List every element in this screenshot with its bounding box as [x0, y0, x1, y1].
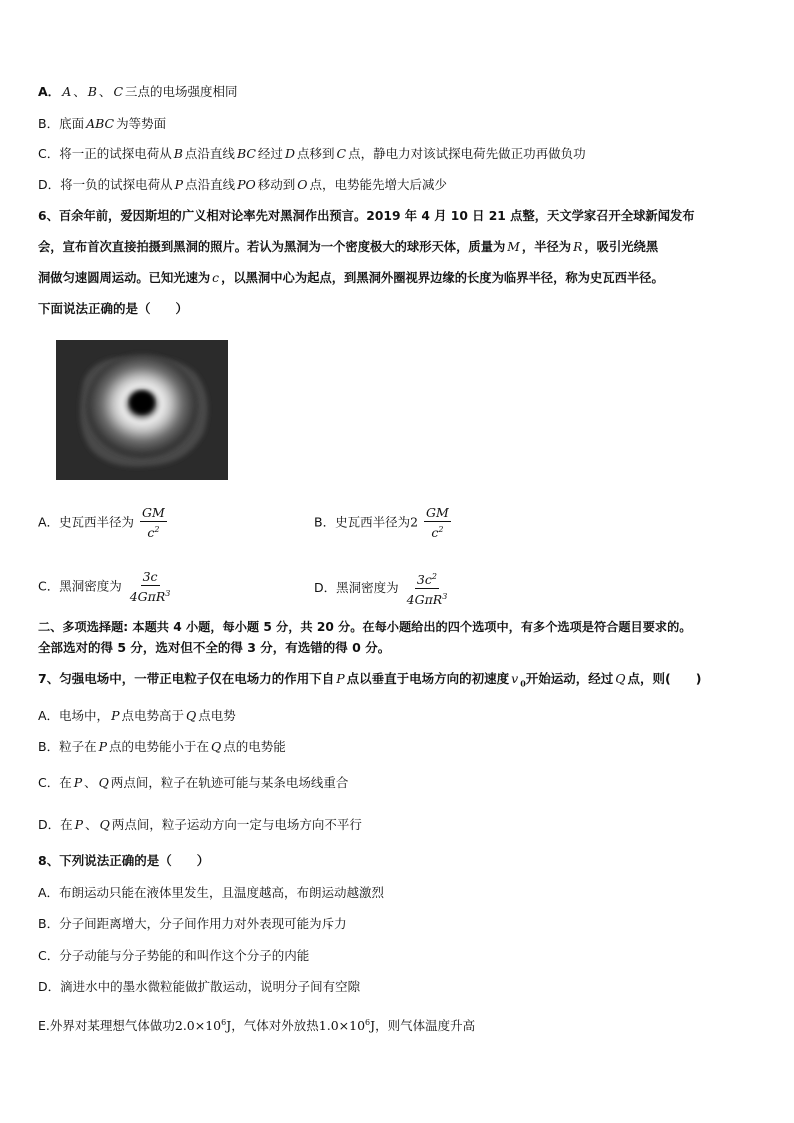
- black-hole-photo: [56, 340, 228, 480]
- density-fraction-c: $\frac{3c}{4G\pi R^3}$: [129, 569, 171, 605]
- q7-option-a: A．电场中， P 点电势高于 Q 点电势: [38, 708, 236, 723]
- q8-stem: 8、下列说法正确的是（ ）: [38, 853, 210, 868]
- q8-option-c: C．分子动能与分子势能的和叫作这个分子的内能: [38, 948, 310, 963]
- q7-option-b: B．粒子在 P 点的电势能小于在 Q 点的电势能: [38, 739, 286, 754]
- q5-option-b: B．底面 ABC 为等势面: [38, 116, 167, 131]
- q5-option-d: D．将一负的试探电荷从 P 点沿直线 PO 移动到 O 点，电势能先增大后减少: [38, 177, 448, 192]
- q7-option-c: C．在 P 、 Q 两点间，粒子在轨迹可能与某条电场线重合: [38, 775, 349, 790]
- section2-instructions-line2: 全部选对的得 5 分，选对但不全的得 3 分，有选错的得 0 分。: [38, 640, 391, 655]
- q6-stem-line3: 洞做匀速圆周运动。已知光速为 c ，以黑洞中心为起点，到黑洞外圈视界边缘的长度为临界半径，称为史瓦西半径。: [38, 271, 664, 285]
- q5-option-a: A． A 、 B 、 C 三点的电场强度相同: [38, 84, 238, 99]
- q6-option-a: A．史瓦西半径为 $\frac{GM}{c^2}$: [38, 505, 165, 541]
- q6-stem-line1: 6、百余年前，爱因斯坦的广义相对论率先对黑洞作出预言。2019 年 4 月 10 日 21 点整，天文学家召开全球新闻发布: [38, 209, 695, 223]
- schwarzschild-fraction-b: $\frac{GM}{c^2}$: [426, 505, 449, 541]
- q8-option-e: E.外界对某理想气体做功$2.0\times 10^6J$，气体对外放热$1.0\times 10^6J$，则气体温度升高: [38, 1018, 476, 1034]
- q8-option-a: A．布朗运动只能在液体里发生，且温度越高，布朗运动越激烈: [38, 885, 385, 900]
- q8-option-b: B．分子间距离增大，分子间作用力对外表现可能为斥力: [38, 916, 347, 931]
- q6-option-b: B．史瓦西半径为2 $\frac{GM}{c^2}$: [314, 505, 449, 541]
- section2-instructions-line1: 二、多项选择题: 本题共 4 小题，每小题 5 分，共 20 分。在每小题给出的四个选项中，有多个选项是符合题目要求的。: [38, 620, 692, 634]
- q6-stem-line4: 下面说法正确的是（ ）: [38, 301, 189, 316]
- q6-stem-line2: 会，宣布首次直接拍摄到黑洞的照片。若认为黑洞为一个密度极大的球形天体，质量为 M ，半径为 R ，吸引光绕黑: [38, 240, 659, 254]
- q5-option-c: C．将一正的试探电荷从 B 点沿直线 BC 经过 D 点移到 C 点，静电力对该试探电荷先做正功再做负功: [38, 146, 586, 161]
- q7-stem: 7、匀强电场中，一带正电粒子仅在电场力的作用下自 P 点以垂直于电场方向的初速度 v $_0$开始运动，经过 Q 点，则( ): [38, 671, 702, 689]
- q6-option-d: D．黑洞密度为 $\frac{3c^2}{4G\pi R^3}$: [314, 572, 448, 608]
- schwarzschild-fraction-a: $\frac{GM}{c^2}$: [142, 505, 165, 541]
- q8-option-d: D．滴进水中的墨水微粒能做扩散运动，说明分子间有空隙: [38, 979, 361, 994]
- q6-option-c: C．黑洞密度为 $\frac{3c}{4G\pi R^3}$: [38, 569, 171, 605]
- density-fraction-d: $\frac{3c^2}{4G\pi R^3}$: [406, 572, 448, 608]
- q7-option-d: D．在 P 、 Q 两点间，粒子运动方向一定与电场方向不平行: [38, 817, 362, 832]
